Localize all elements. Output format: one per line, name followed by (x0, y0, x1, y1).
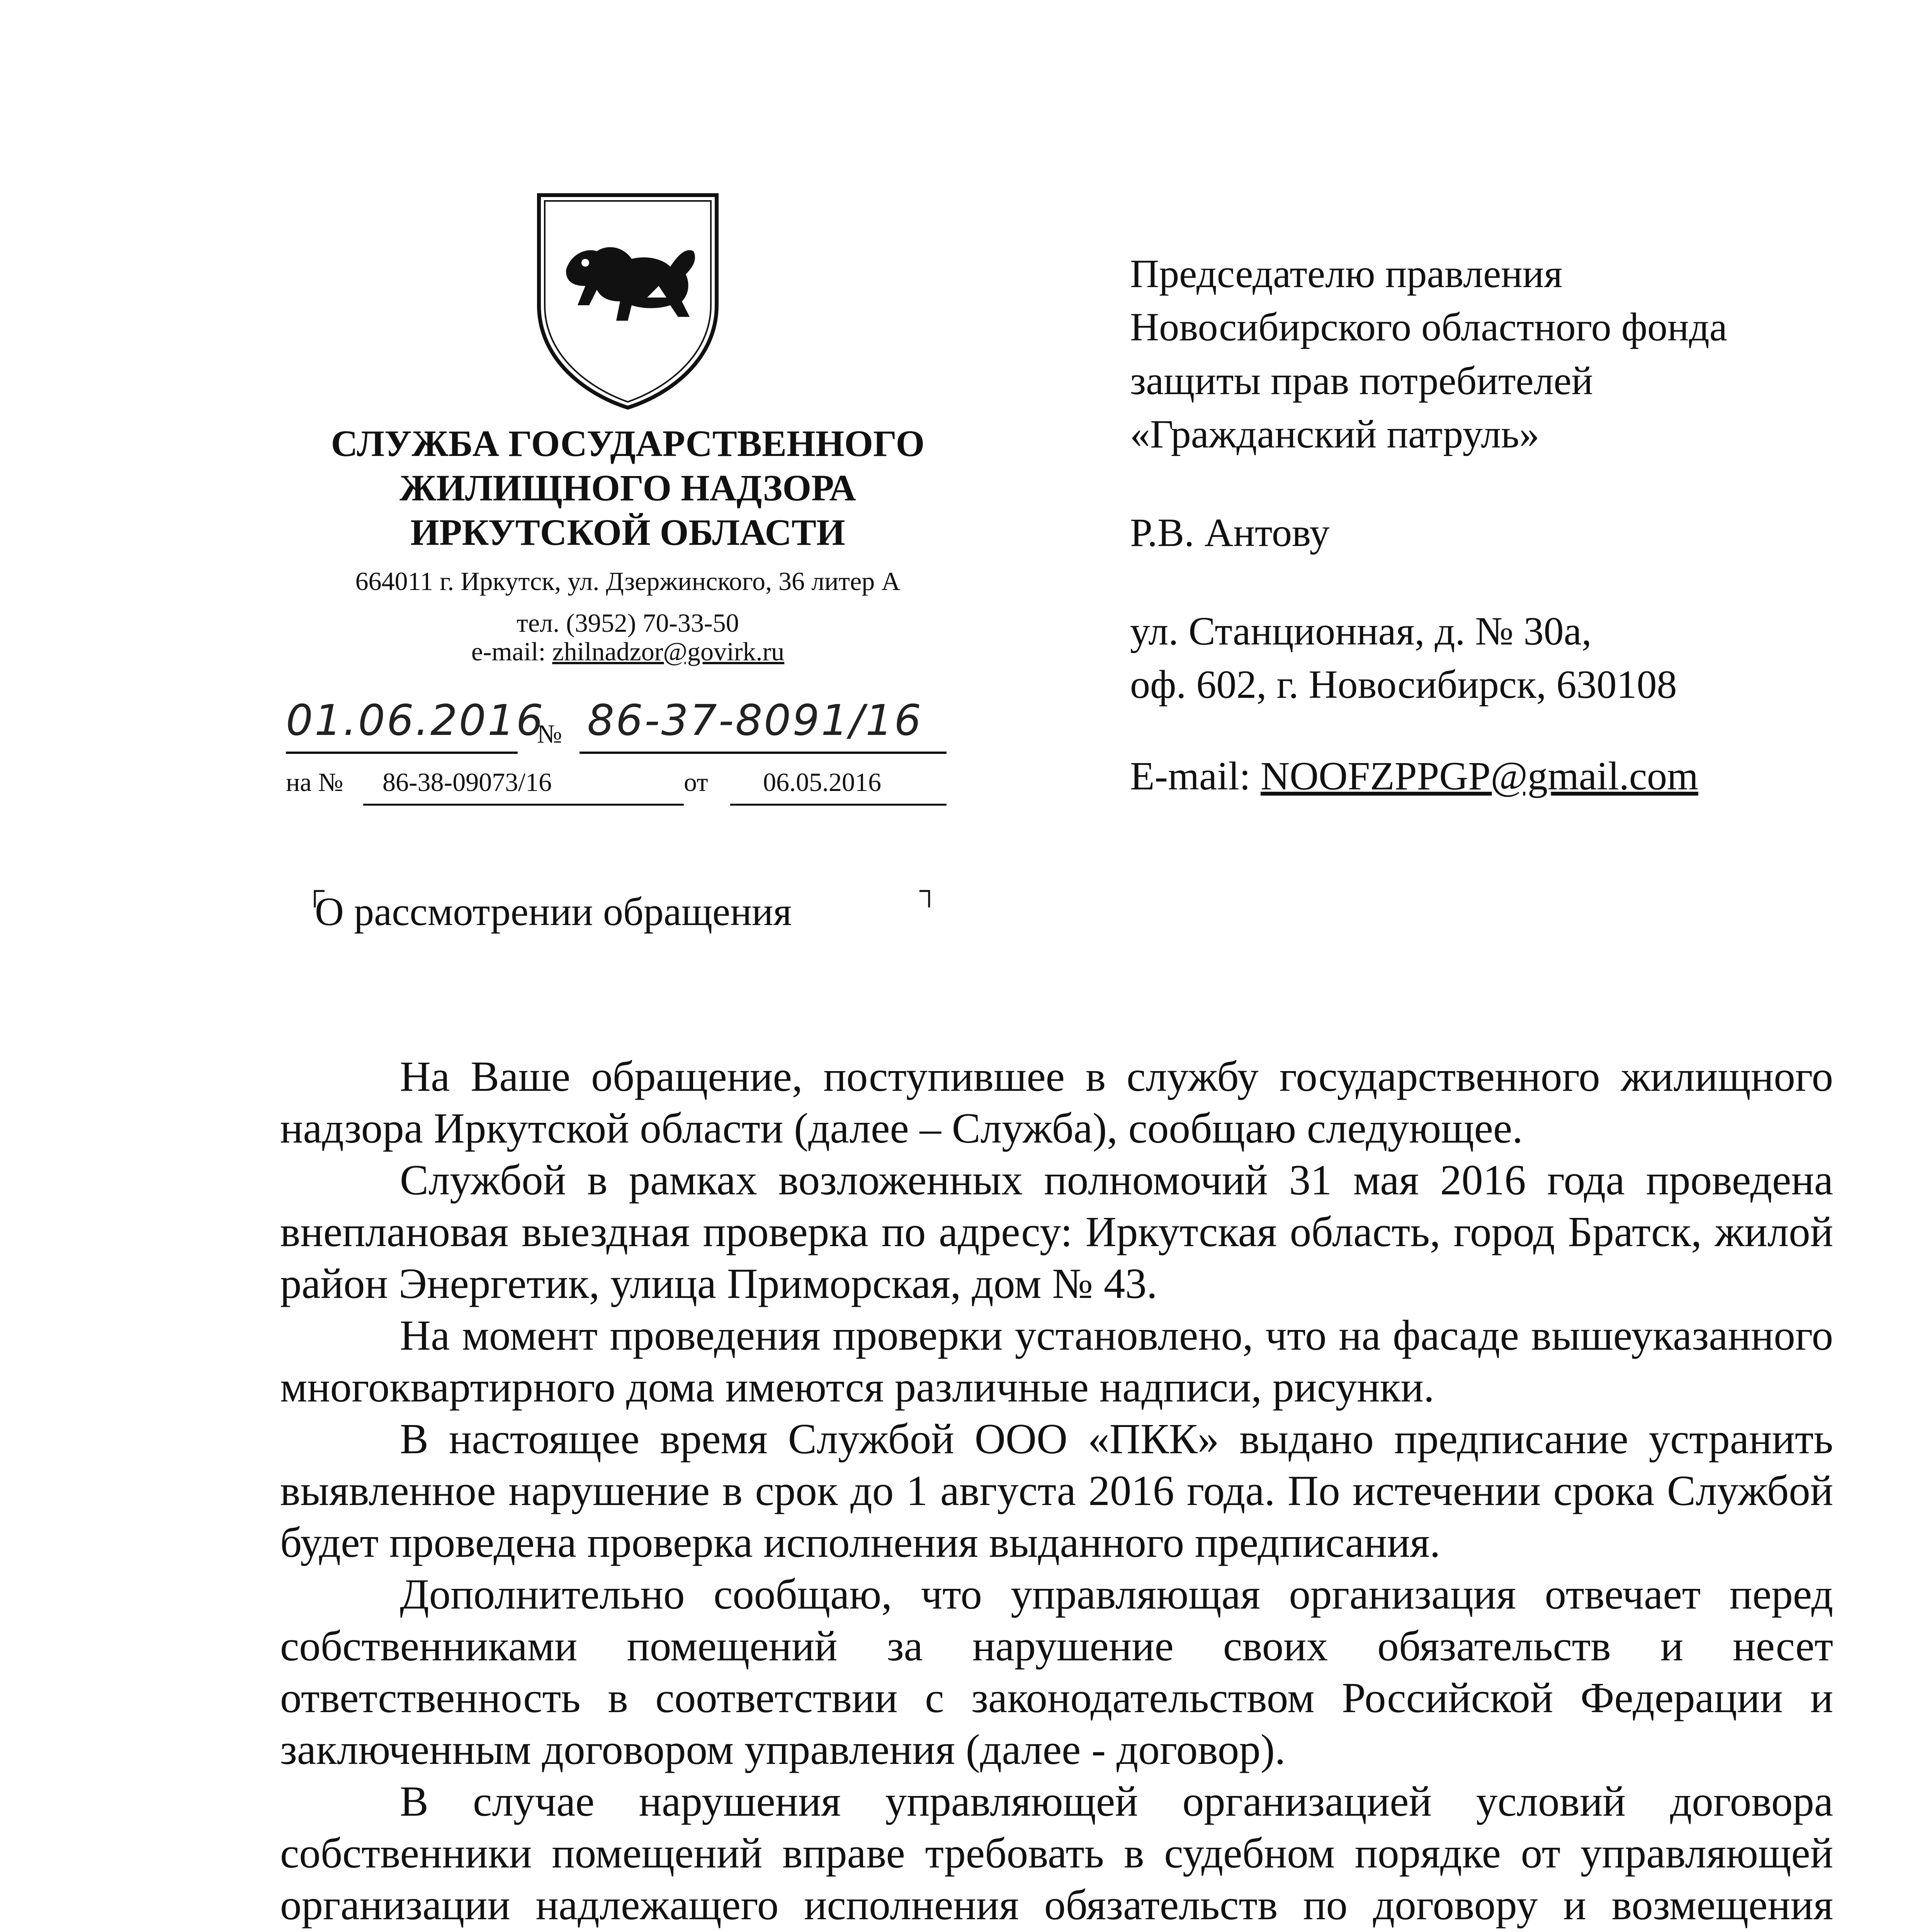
subject: О рассмотрении обращения (315, 889, 792, 934)
org-email: zhilnadzor@govirk.ru (552, 637, 785, 666)
recipient-name: Р.В. Антову (1130, 510, 1330, 555)
outgoing-date: 01.06.2016 (286, 696, 545, 745)
recipient-email-label: E-mail: (1130, 754, 1251, 798)
recipient-line-4: «Гражданский патруль» (1130, 412, 1540, 456)
ref-date: 06.05.2016 (763, 767, 881, 797)
recipient-email: NOOFZPPGP@gmail.com (1260, 754, 1698, 798)
ref-number-line (363, 804, 684, 806)
outgoing-number: 86-37-8091/16 (587, 696, 923, 745)
outgoing-date-line (286, 752, 518, 754)
ref-from-label: от (684, 767, 708, 797)
recipient-address-2: оф. 602, г. Новосибирск, 630108 (1130, 662, 1677, 707)
recipient-line-2: Новосибирского областного фонда (1130, 305, 1727, 350)
recipient-line-1: Председателю правления (1130, 252, 1563, 296)
subject-corner-left: ┌ (305, 876, 325, 905)
body-paragraph-2: Службой в рамках возложенных полномочий 31 мая 2016 года проведена внеплановая выездная проверка по адресу: Иркутская область, город Братск, жилой район Энергетик, улица Приморская, дом № 43. (280, 1156, 1833, 1308)
body-paragraph-5: Дополнительно сообщаю, что управляющая организация отвечает перед собственниками помещений за нарушение своих обязательств и несет ответственность в соответствии с законодательством Российской Федерации и заключенным договором управления (далее - договор). (280, 1571, 1833, 1774)
ref-number: 86-38-09073/16 (382, 767, 552, 797)
org-name-line-1: СЛУЖБА ГОСУДАРСТВЕННОГО (331, 423, 925, 464)
recipient-block (1130, 247, 1727, 461)
org-address: 664011 г. Иркутск, ул. Дзержинского, 36 литер А (355, 566, 901, 596)
body-paragraph-1: На Ваше обращение, поступившее в службу государственного жилищного надзора Иркутской области (далее – Служба), сообщаю следующее. (280, 1053, 1833, 1152)
org-email-row (270, 638, 985, 665)
number-label: № (537, 719, 562, 748)
recipient-email-row (1130, 750, 1698, 803)
org-name-line-3: ИРКУТСКОЙ ОБЛАСТИ (410, 512, 845, 553)
recipient-line-3: защиты прав потребителей (1130, 358, 1593, 403)
org-phone: тел. (3952) 70-33-50 (517, 608, 739, 638)
org-email-label: e-mail: (471, 637, 546, 666)
body-paragraph-3: На момент проведения проверки установлено, что на фасаде вышеуказанного многоквартирного дома имеются различные надписи, рисунки. (280, 1312, 1833, 1411)
recipient-address-1: ул. Станционная, д. № 30а, (1130, 609, 1592, 653)
body-paragraph-6: В случае нарушения управляющей организацией условий договора собственники помещений вправе требовать в судебном порядке от управляющей организации надлежащего исполнения обязательств по договору и возмещения (280, 1778, 1833, 1929)
outgoing-number-line (580, 752, 947, 754)
subject-corner-right: ┐ (919, 876, 939, 905)
body-paragraph-4: В настоящее время Службой ООО «ПКК» выдано предписание устранить выявленное нарушение в срок до 1 августа 2016 года. По истечении срока Службой будет проведена проверка исполнения выданного предписания. (280, 1415, 1833, 1566)
ref-label: на № (286, 767, 343, 797)
recipient-address (1130, 605, 1677, 712)
ref-date-line (730, 804, 947, 806)
irkutsk-coat-of-arms-icon (531, 189, 724, 413)
org-name-line-2: ЖИЛИЩНОГО НАДЗОРА (399, 467, 856, 509)
